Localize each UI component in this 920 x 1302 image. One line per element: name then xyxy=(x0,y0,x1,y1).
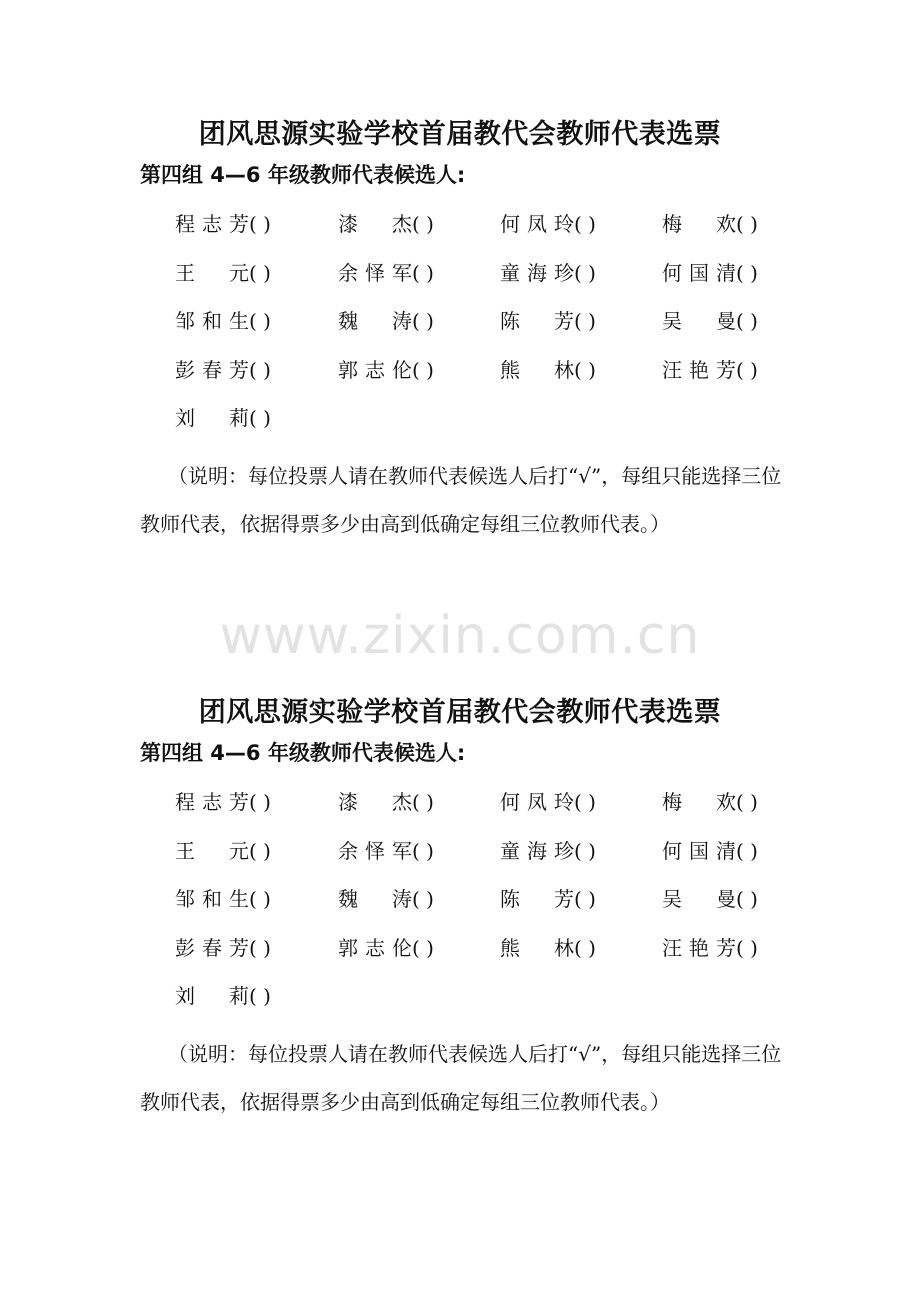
candidate-entry[interactable] xyxy=(338,301,468,341)
watermark: www.zixin.com.cn xyxy=(219,606,701,666)
vote-box[interactable]: ( ) xyxy=(412,887,434,911)
vote-box[interactable]: ( ) xyxy=(412,260,434,285)
candidate-name: 何凤玲 xyxy=(500,212,574,236)
candidate-entry[interactable] xyxy=(500,253,630,293)
candidate-name: 漆 杰 xyxy=(338,790,412,814)
candidate-row xyxy=(0,928,920,977)
candidate-entry[interactable] xyxy=(175,976,305,1016)
candidate-name: 熊 林 xyxy=(500,935,574,960)
candidate-entry[interactable] xyxy=(500,350,630,390)
candidate-row xyxy=(0,879,920,928)
candidate-entry[interactable] xyxy=(175,831,305,871)
vote-box[interactable]: ( ) xyxy=(736,935,758,960)
candidate-row xyxy=(0,253,920,302)
vote-box[interactable]: ( ) xyxy=(736,309,758,333)
candidate-entry[interactable] xyxy=(338,879,468,919)
vote-box[interactable]: ( ) xyxy=(249,406,271,430)
candidate-entry[interactable] xyxy=(662,253,792,293)
vote-box[interactable]: ( ) xyxy=(249,260,271,285)
candidate-entry[interactable] xyxy=(662,879,792,919)
candidate-entry[interactable] xyxy=(175,350,305,390)
candidate-name: 汪艳芳 xyxy=(662,357,736,382)
candidate-name: 余怿军 xyxy=(338,260,412,285)
vote-box[interactable]: ( ) xyxy=(249,887,271,911)
candidate-name: 王 元 xyxy=(175,260,249,285)
ballot-2 xyxy=(0,690,920,1114)
vote-box[interactable]: ( ) xyxy=(249,984,271,1008)
candidate-entry[interactable] xyxy=(338,831,468,871)
candidate-row xyxy=(0,398,920,447)
candidate-name: 陈 芳 xyxy=(500,309,574,333)
candidate-entry[interactable] xyxy=(175,928,305,968)
vote-box[interactable]: ( ) xyxy=(736,790,758,814)
candidate-name: 邹和生 xyxy=(175,887,249,911)
vote-box[interactable]: ( ) xyxy=(412,357,434,382)
ballot-note: （说明：每位投票人请在教师代表候选人后打“√”，每组只能选择三位教师代表，依据得票多少由高到低确定每组三位教师代表。） xyxy=(140,464,782,536)
ballot-title: 团风思源实验学校首届教代会教师代表选票 xyxy=(198,697,722,728)
candidate-row xyxy=(0,301,920,350)
candidate-entry[interactable] xyxy=(175,782,305,822)
candidate-entry[interactable] xyxy=(175,398,305,438)
vote-box[interactable]: ( ) xyxy=(412,838,434,863)
vote-box[interactable]: ( ) xyxy=(574,790,596,814)
vote-box[interactable]: ( ) xyxy=(249,838,271,863)
candidate-name: 王 元 xyxy=(175,838,249,863)
candidate-name: 程志芳 xyxy=(175,790,249,814)
vote-box[interactable]: ( ) xyxy=(249,357,271,382)
vote-box[interactable]: ( ) xyxy=(249,790,271,814)
candidate-entry[interactable] xyxy=(338,782,468,822)
candidate-name: 童海珍 xyxy=(500,260,574,285)
candidate-name: 郭志伦 xyxy=(338,357,412,382)
candidate-entry[interactable] xyxy=(500,782,630,822)
candidate-name: 邹和生 xyxy=(175,309,249,333)
vote-box[interactable]: ( ) xyxy=(736,357,758,382)
ballot-note: （说明：每位投票人请在教师代表候选人后打“√”，每组只能选择三位教师代表，依据得票多少由高到低确定每组三位教师代表。） xyxy=(140,1042,782,1114)
candidate-name: 何凤玲 xyxy=(500,790,574,814)
vote-box[interactable]: ( ) xyxy=(412,212,434,236)
candidate-entry[interactable] xyxy=(662,204,792,244)
candidate-name: 漆 杰 xyxy=(338,212,412,236)
vote-box[interactable]: ( ) xyxy=(249,309,271,333)
candidate-name: 刘 莉 xyxy=(175,984,249,1008)
candidate-name: 陈 芳 xyxy=(500,887,574,911)
vote-box[interactable]: ( ) xyxy=(574,838,596,863)
vote-box[interactable]: ( ) xyxy=(574,260,596,285)
candidate-name: 吴 曼 xyxy=(662,887,736,911)
candidate-name: 刘 莉 xyxy=(175,406,249,430)
vote-box[interactable]: ( ) xyxy=(574,935,596,960)
candidate-name: 余怿军 xyxy=(338,838,412,863)
candidate-entry[interactable] xyxy=(338,928,468,968)
candidate-entry[interactable] xyxy=(662,928,792,968)
candidate-entry[interactable] xyxy=(500,301,630,341)
candidate-row xyxy=(0,976,920,1025)
candidate-row xyxy=(0,831,920,880)
candidate-entry[interactable] xyxy=(662,301,792,341)
vote-box[interactable]: ( ) xyxy=(249,212,271,236)
vote-box[interactable]: ( ) xyxy=(574,212,596,236)
candidate-row xyxy=(0,350,920,399)
candidate-entry[interactable] xyxy=(338,204,468,244)
vote-box[interactable]: ( ) xyxy=(412,790,434,814)
vote-box[interactable]: ( ) xyxy=(736,212,758,236)
candidate-entry[interactable] xyxy=(338,253,468,293)
candidate-name: 彭春芳 xyxy=(175,935,249,960)
candidate-name: 熊 林 xyxy=(500,357,574,382)
candidate-entry[interactable] xyxy=(175,879,305,919)
candidate-entry[interactable] xyxy=(662,782,792,822)
candidate-entry[interactable] xyxy=(662,831,792,871)
vote-box[interactable]: ( ) xyxy=(736,260,758,285)
candidate-name: 彭春芳 xyxy=(175,357,249,382)
vote-box[interactable]: ( ) xyxy=(736,838,758,863)
candidate-name: 梅 欢 xyxy=(662,790,736,814)
candidate-grid xyxy=(0,782,920,1025)
ballot-subtitle: 第四组 4—6 年级教师代表候选人: xyxy=(140,741,466,765)
candidate-name: 魏 涛 xyxy=(338,309,412,333)
candidate-entry[interactable] xyxy=(500,831,630,871)
candidate-grid xyxy=(0,204,920,447)
candidate-entry[interactable] xyxy=(175,253,305,293)
ballot-title: 团风思源实验学校首届教代会教师代表选票 xyxy=(198,119,722,150)
ballot-1 xyxy=(0,112,920,536)
vote-box[interactable]: ( ) xyxy=(574,357,596,382)
vote-box[interactable]: ( ) xyxy=(574,887,596,911)
candidate-entry[interactable] xyxy=(500,204,630,244)
candidate-entry[interactable] xyxy=(338,350,468,390)
candidate-name: 何国清 xyxy=(662,838,736,863)
vote-box[interactable]: ( ) xyxy=(412,309,434,333)
vote-box[interactable]: ( ) xyxy=(412,935,434,960)
candidate-entry[interactable] xyxy=(500,879,630,919)
candidate-row xyxy=(0,782,920,831)
vote-box[interactable]: ( ) xyxy=(249,935,271,960)
candidate-name: 何国清 xyxy=(662,260,736,285)
candidate-name: 童海珍 xyxy=(500,838,574,863)
candidate-name: 程志芳 xyxy=(175,212,249,236)
candidate-name: 吴 曼 xyxy=(662,309,736,333)
candidate-name: 汪艳芳 xyxy=(662,935,736,960)
candidate-entry[interactable] xyxy=(500,928,630,968)
vote-box[interactable]: ( ) xyxy=(736,887,758,911)
candidate-entry[interactable] xyxy=(175,204,305,244)
candidate-name: 梅 欢 xyxy=(662,212,736,236)
vote-box[interactable]: ( ) xyxy=(574,309,596,333)
candidate-name: 魏 涛 xyxy=(338,887,412,911)
candidate-entry[interactable] xyxy=(662,350,792,390)
candidate-name: 郭志伦 xyxy=(338,935,412,960)
candidate-row xyxy=(0,204,920,253)
candidate-entry[interactable] xyxy=(175,301,305,341)
ballot-subtitle: 第四组 4—6 年级教师代表候选人: xyxy=(140,163,466,187)
